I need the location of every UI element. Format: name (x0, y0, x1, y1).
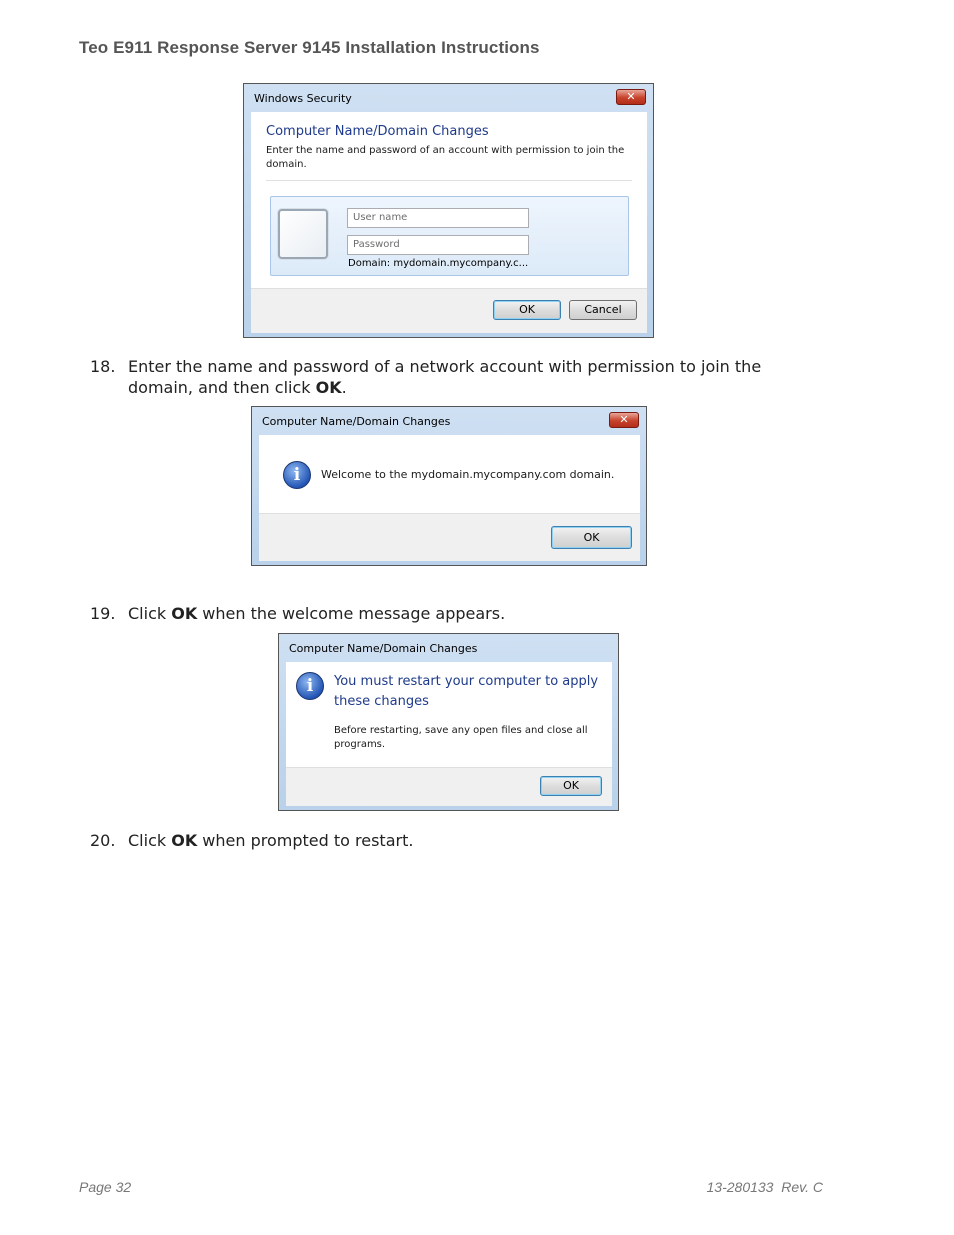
step-text-end: . (341, 378, 347, 397)
dialog-title: Computer Name/Domain Changes (262, 415, 451, 428)
close-icon: ✕ (626, 90, 636, 103)
user-tile-icon (278, 209, 328, 259)
ok-emphasis: OK (315, 378, 342, 397)
domain-label: Domain: mydomain.mycompany.c... (348, 258, 529, 269)
restart-dialog (278, 633, 619, 811)
restart-body-line2: programs. (334, 739, 386, 750)
windows-security-dialog (243, 83, 654, 338)
step-text-line1: Enter the name and password of a network account with permission to join the (128, 357, 762, 376)
dialog-description: Enter the name and password of an account with permission to join the domain. (266, 145, 625, 170)
close-button[interactable] (616, 89, 646, 105)
welcome-message: Welcome to the mydomain.mycompany.com domain. (321, 468, 615, 481)
step-text-pre: Click (128, 831, 172, 850)
step-number: 20. (90, 831, 116, 850)
restart-heading (334, 672, 598, 712)
restart-body-line1: Before restarting, save any open files and close all (334, 725, 588, 736)
ok-button[interactable]: OK (551, 526, 632, 549)
divider (266, 180, 632, 181)
dialog-client-area (259, 435, 640, 560)
step-text-post: when the welcome message appears. (197, 604, 506, 623)
step-20 (90, 830, 810, 852)
close-icon: ✕ (619, 413, 629, 426)
close-button[interactable] (609, 412, 639, 428)
dialog-title: Windows Security (254, 92, 352, 105)
ok-button[interactable]: OK (493, 300, 561, 320)
ok-emphasis: OK (171, 831, 198, 850)
step-number: 18. (90, 357, 116, 376)
restart-body (334, 724, 588, 752)
info-icon: i (283, 461, 311, 489)
step-18 (90, 356, 810, 400)
button-area (259, 513, 640, 561)
step-19 (90, 603, 810, 625)
step-text (128, 603, 505, 624)
footer-page-number: Page 32 (79, 1179, 132, 1195)
step-text-post: when prompted to restart. (197, 831, 414, 850)
button-area (251, 288, 647, 333)
restart-heading-line1: You must restart your computer to apply (334, 674, 599, 689)
step-number: 19. (90, 604, 116, 623)
welcome-dialog (251, 406, 647, 566)
cancel-button[interactable]: Cancel (569, 300, 637, 320)
step-text-pre: Click (128, 604, 172, 623)
username-input[interactable]: User name (347, 208, 529, 228)
step-text-line2: domain, and then click (128, 378, 316, 397)
footer-doc-number: 13-280133 Rev. C (706, 1179, 823, 1195)
ok-emphasis: OK (171, 604, 198, 623)
document-header-title: Teo E911 Response Server 9145 Installation Instructions (79, 38, 540, 57)
step-text (128, 830, 413, 851)
dialog-heading: Computer Name/Domain Changes (266, 124, 489, 139)
dialog-client-area (286, 662, 612, 805)
step-text (128, 356, 761, 398)
info-icon: i (296, 672, 324, 700)
restart-heading-line2: these changes (334, 694, 429, 709)
button-area (286, 767, 612, 806)
dialog-client-area (251, 112, 647, 332)
credential-tile (270, 196, 629, 276)
ok-button[interactable]: OK (540, 776, 602, 796)
dialog-title: Computer Name/Domain Changes (289, 642, 478, 655)
password-input[interactable]: Password (347, 235, 529, 255)
